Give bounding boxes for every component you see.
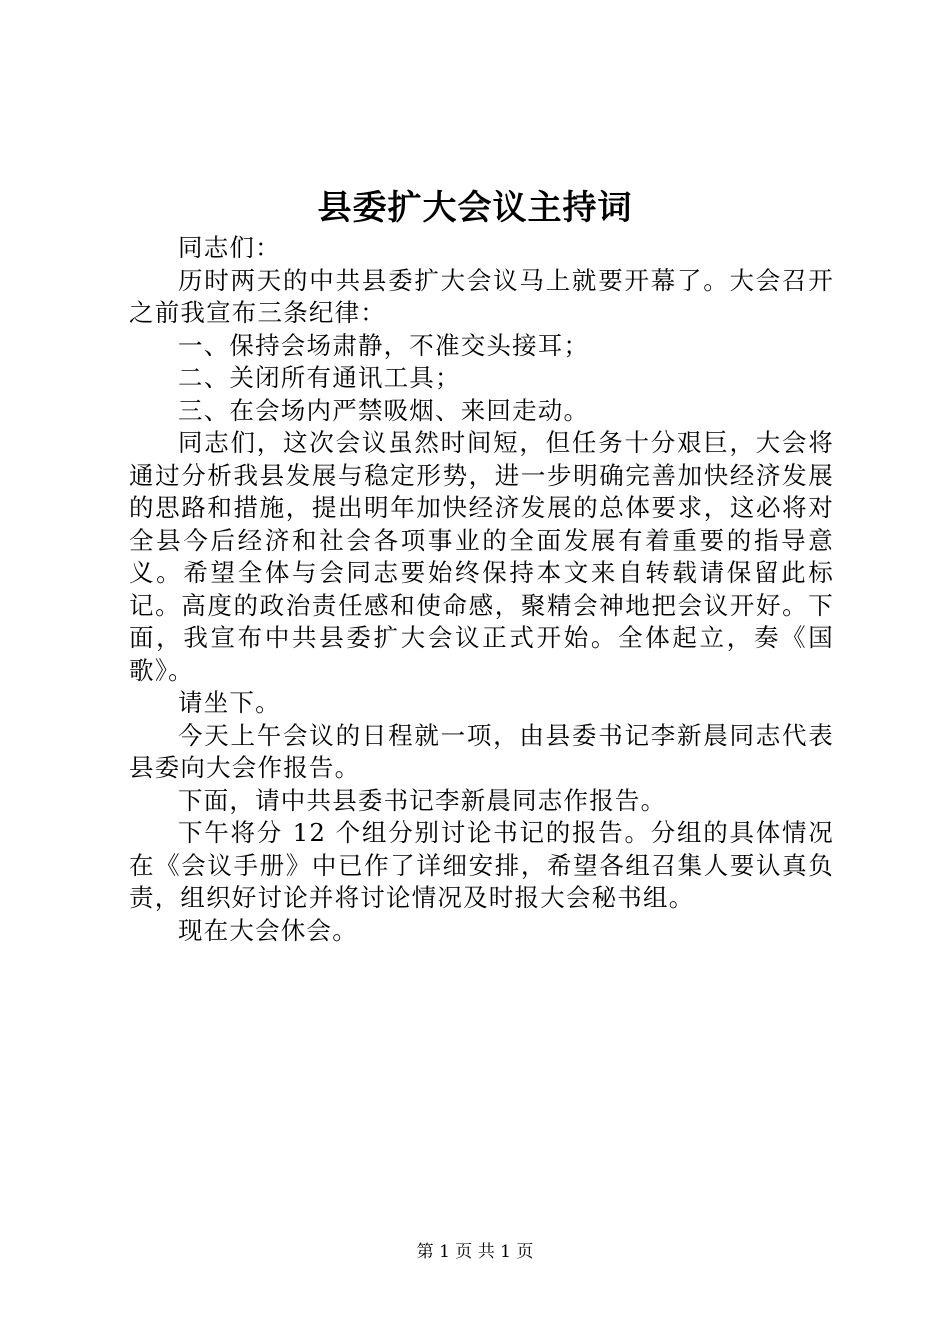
paragraph-greeting: 同志们：	[178, 233, 281, 262]
paragraph-rule-3: 三、在会场内严禁吸烟、来回走动。	[178, 395, 590, 425]
paragraph-agenda: 今天上午会议的日程就一项，由县委书记李新晨同志代表县委向大会作报告。	[129, 720, 834, 782]
paragraph-report: 下面，请中共县委书记李新晨同志作报告。	[178, 785, 667, 815]
document-body	[129, 232, 834, 947]
page-footer: 第 1 页 共 1 页	[416, 1242, 534, 1262]
paragraph-afternoon: 下午将分 12 个组分别讨论书记的报告。分组的具体情况在《会议手册》中已作了详细安排，希望各组召集人要认真负责，组织好讨论并将讨论情况及时报大会秘书组。	[129, 818, 834, 912]
paragraph-recess: 现在大会休会。	[178, 915, 358, 945]
paragraph-rule-2: 二、关闭所有通讯工具；	[178, 363, 461, 392]
paragraph-main: 同志们，这次会议虽然时间短，但任务十分艰巨，大会将通过分析我县发展与稳定形势，进一步明确完善加快经济发展的思路和措施，提出明年加快经济发展的总体要求，这必将对全县今后经济和社会各项事业的全面发展有着重要的指导意义。希望全体与会同志要始终保持本文来自转载请保留此标记。高度的政治责任感和使命感，聚精会神地把会议开好。下面，我宣布中共县委扩大会议正式开始。全体起立，奏《国歌》。	[129, 428, 834, 685]
paragraph-rule-1: 一、保持会场肃静，不准交头接耳；	[178, 330, 590, 360]
paragraph-opening: 历时两天的中共县委扩大会议马上就要开幕了。大会召开之前我宣布三条纪律：	[129, 265, 834, 327]
paragraph-sit-down: 请坐下。	[178, 688, 281, 717]
document-title: 县委扩大会议主持词	[317, 188, 633, 228]
